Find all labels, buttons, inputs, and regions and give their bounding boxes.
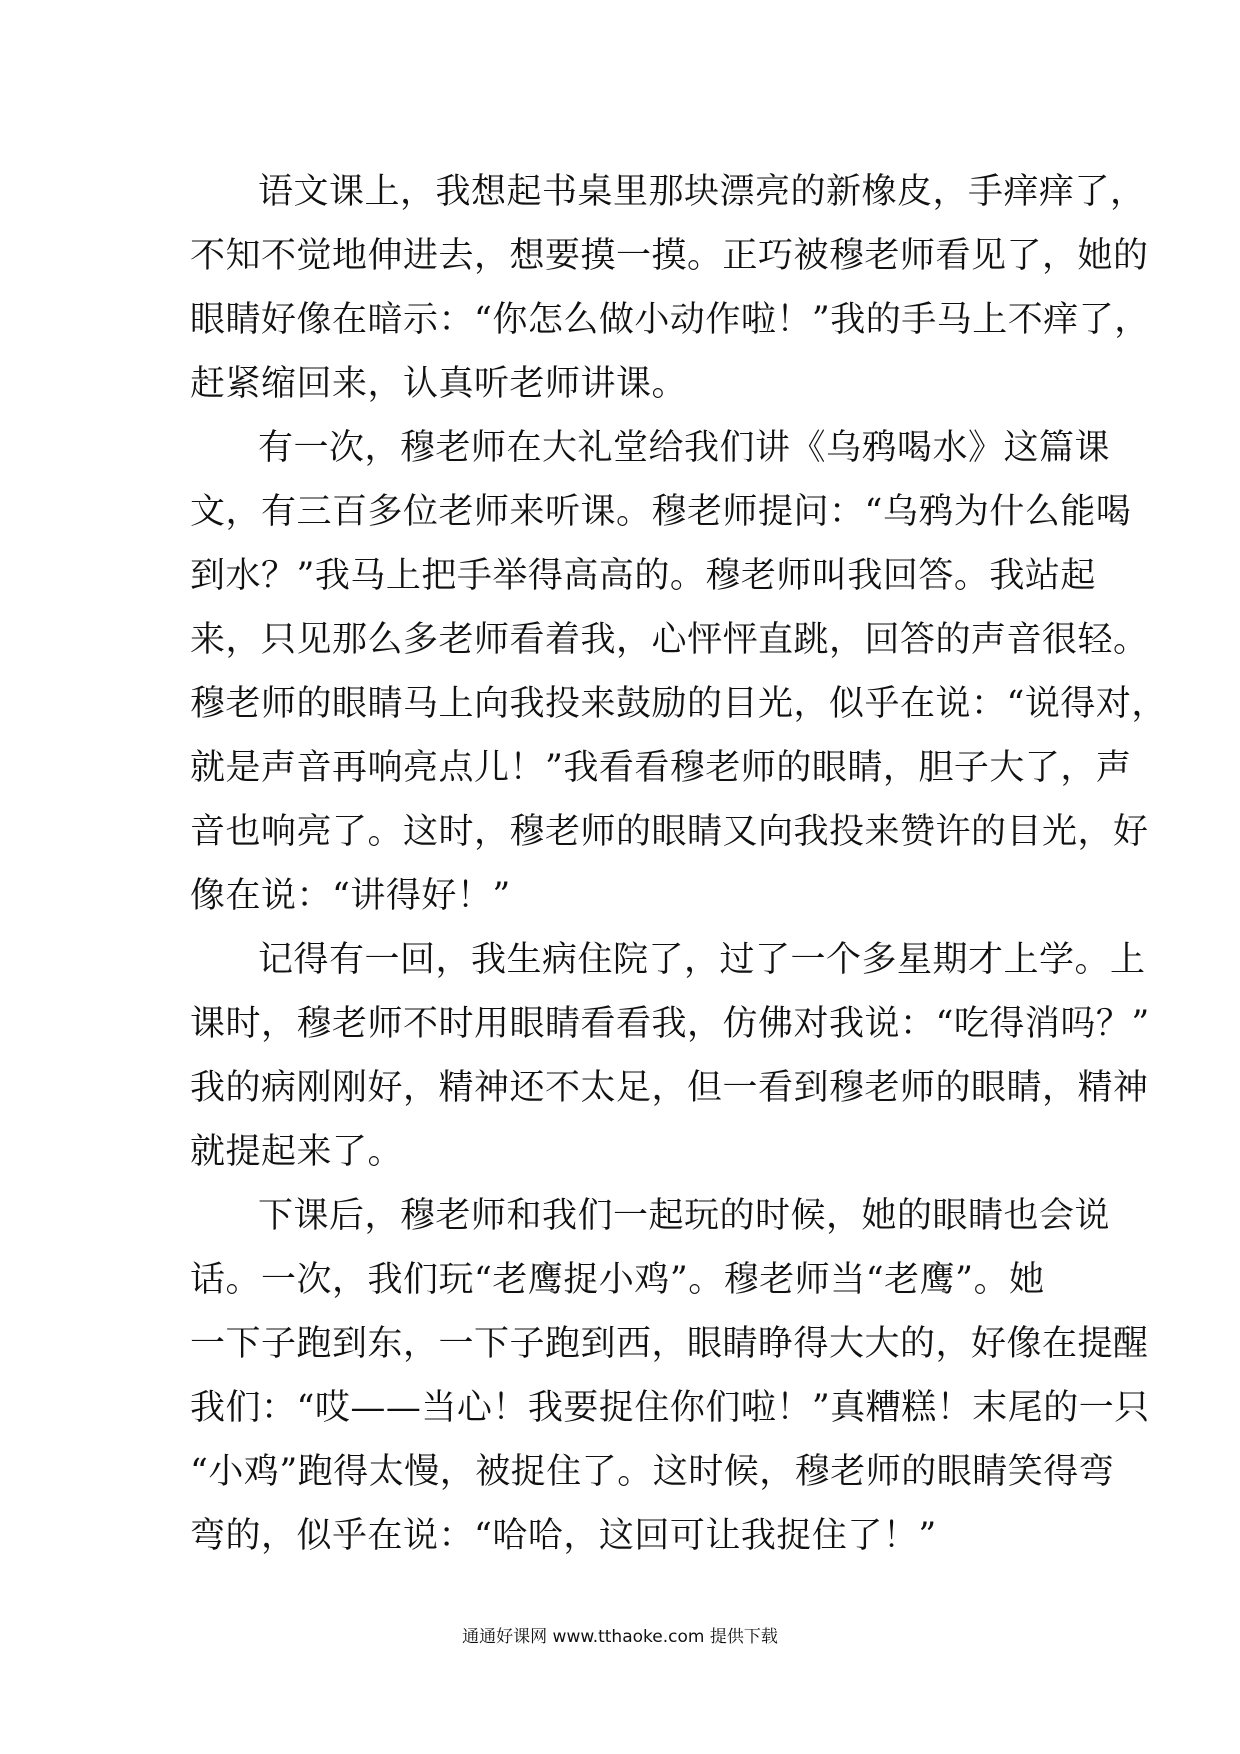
paragraph-1	[190, 160, 1150, 416]
text-line: 穆老师的眼睛马上向我投来鼓励的目光，似乎在说：“说得对，	[190, 684, 1167, 724]
text-line: 语文课上，我想起书桌里那块漂亮的新橡皮，手痒痒了，	[258, 172, 1146, 212]
text-line: 像在说：“讲得好！”	[190, 876, 511, 916]
text-line: 我们：“哎——当心！我要捉住你们啦！”真糟糕！末尾的一只	[190, 1388, 1150, 1428]
article-body	[190, 160, 1167, 1568]
text-line: “小鸡”跑得太慢，被捉住了。这时候，穆老师的眼睛笑得弯	[190, 1452, 1115, 1492]
text-line: 我的病刚刚好，精神还不太足，但一看到穆老师的眼睛，精神	[190, 1068, 1149, 1108]
text-line: 不知不觉地伸进去，想要摸一摸。正巧被穆老师看见了，她的	[190, 236, 1149, 276]
text-line: 来，只见那么多老师看着我，心怦怦直跳，回答的声音很轻。	[190, 620, 1149, 660]
text-line: 记得有一回，我生病住院了，过了一个多星期才上学。上	[258, 940, 1146, 980]
text-line: 赶紧缩回来，认真听老师讲课。	[190, 364, 688, 404]
footer-credit: 通通好课网 www.tthaoke.com 提供下载	[462, 1627, 778, 1647]
paragraph-3	[190, 928, 1150, 1184]
paragraph-2	[190, 416, 1167, 928]
text-line: 课时，穆老师不时用眼睛看看我，仿佛对我说：“吃得消吗？”	[190, 1004, 1150, 1044]
text-line: 话。一次，我们玩“老鹰捉小鸡”。穆老师当“老鹰”。她	[190, 1260, 1045, 1300]
text-line: 眼睛好像在暗示：“你怎么做小动作啦！”我的手马上不痒了，	[190, 300, 1150, 340]
text-line: 文，有三百多位老师来听课。穆老师提问：“乌鸦为什么能喝	[190, 492, 1132, 532]
text-line: 到水？”我马上把手举得高高的。穆老师叫我回答。我站起	[190, 556, 1096, 596]
text-line: 一下子跑到东，一下子跑到西，眼睛睁得大大的，好像在提醒	[190, 1324, 1149, 1364]
text-line: 就提起来了。	[190, 1132, 404, 1172]
text-line: 有一次，穆老师在大礼堂给我们讲《乌鸦喝水》这篇课	[258, 428, 1111, 468]
text-line: 下课后，穆老师和我们一起玩的时候，她的眼睛也会说	[258, 1196, 1111, 1236]
text-line: 就是声音再响亮点儿！”我看看穆老师的眼睛，胆子大了，声	[190, 748, 1132, 788]
text-line: 弯的，似乎在说：“哈哈，这回可让我捉住了！”	[190, 1516, 937, 1556]
paragraph-4	[190, 1184, 1150, 1568]
text-line: 音也响亮了。这时，穆老师的眼睛又向我投来赞许的目光，好	[190, 812, 1149, 852]
